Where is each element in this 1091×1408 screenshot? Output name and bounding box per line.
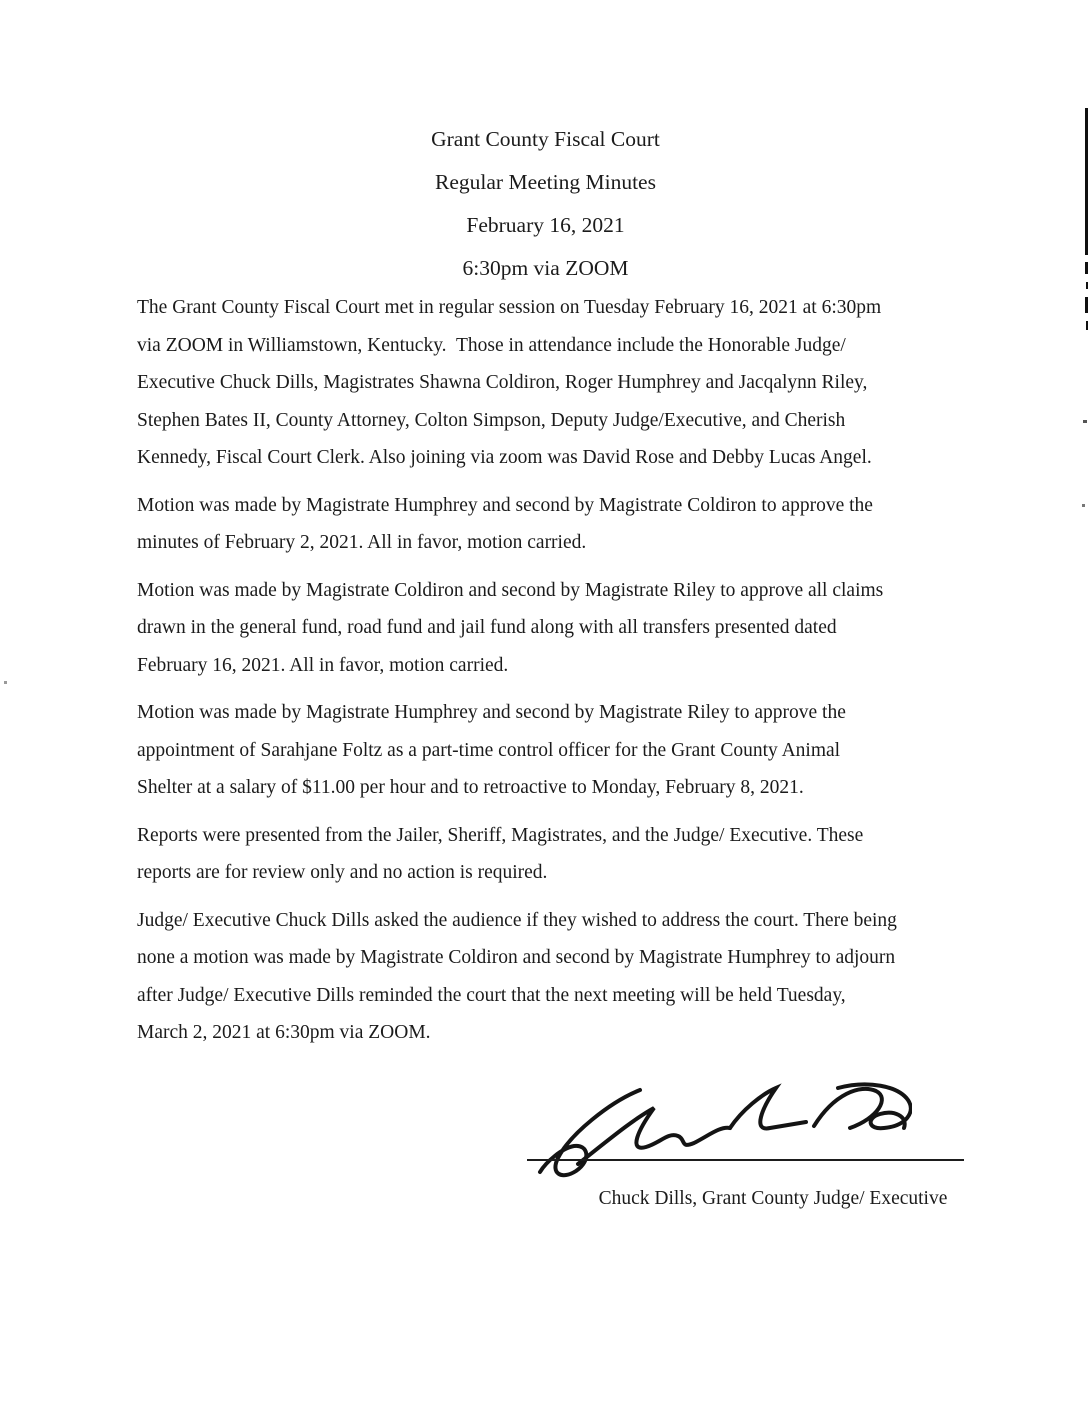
signature-caption: Chuck Dills, Grant County Judge/ Executive bbox=[598, 1188, 948, 1209]
paragraph-adjournment bbox=[137, 902, 987, 1052]
text-line: appointment of Sarahjane Foltz as a part-time control officer for the Grant County Animal bbox=[137, 739, 841, 761]
text-line: reports are for review only and no action is required. bbox=[137, 862, 548, 883]
text-line: Shelter at a salary of $11.00 per hour and to retroactive to Monday, February 8, 2021. bbox=[137, 777, 804, 798]
scan-artifact-dash bbox=[1085, 262, 1088, 274]
scan-artifact-speck bbox=[1082, 504, 1085, 507]
text-line: February 16, 2021 bbox=[466, 213, 625, 237]
text-line: after Judge/ Executive Dills reminded the court that the next meeting will be held Tuesday, bbox=[137, 984, 846, 1006]
paragraph-appointment bbox=[137, 694, 987, 807]
text-line: Reports were presented from the Jailer, Sheriff, Magistrates, and the Judge/ Executive. These bbox=[137, 824, 864, 846]
text-line: The Grant County Fiscal Court met in regular session on Tuesday February 16, 2021 at 6:30pm bbox=[137, 297, 882, 318]
text-line: none a motion was made by Magistrate Coldiron and second by Magistrate Humphrey to adjourn bbox=[137, 947, 896, 968]
paragraph-minutes-approval bbox=[137, 487, 987, 562]
scan-artifact-dash bbox=[1086, 321, 1088, 330]
text-line: Stephen Bates II, County Attorney, Colton Simpson, Deputy Judge/Executive, and Cherish bbox=[137, 409, 846, 431]
handwritten-signature bbox=[522, 1076, 912, 1178]
text-line: March 2, 2021 at 6:30pm via ZOOM. bbox=[137, 1022, 431, 1043]
text-line: 6:30pm via ZOOM bbox=[462, 256, 629, 280]
scan-artifact-dash bbox=[1086, 282, 1088, 289]
signature-line bbox=[527, 1159, 964, 1161]
text-line: via ZOOM in Williamstown, Kentucky. Those in attendance include the Honorable Judge/ bbox=[137, 334, 846, 356]
scan-artifact-speck bbox=[1083, 420, 1087, 423]
text-line: Motion was made by Magistrate Coldiron and second by Magistrate Riley to approve all claims bbox=[137, 579, 884, 601]
document-body bbox=[137, 289, 987, 1062]
text-line: drawn in the general fund, road fund and jail fund along with all transfers presented dated bbox=[137, 617, 837, 638]
paragraph-attendance bbox=[137, 289, 987, 477]
text-line: February 16, 2021. All in favor, motion carried. bbox=[137, 654, 509, 676]
paragraph-claims-approval bbox=[137, 572, 987, 685]
scan-artifact-vertical-line bbox=[1085, 108, 1088, 255]
scan-artifact-speck bbox=[4, 681, 7, 684]
text-line: minutes of February 2, 2021. All in favor, motion carried. bbox=[137, 532, 587, 553]
text-line: Executive Chuck Dills, Magistrates Shawna Coldiron, Roger Humphrey and Jacqalynn Riley, bbox=[137, 372, 868, 393]
text-line: Judge/ Executive Chuck Dills asked the audience if they wished to address the court. There being bbox=[137, 909, 897, 931]
text-line: Motion was made by Magistrate Humphrey and second by Magistrate Coldiron to approve the bbox=[137, 494, 873, 516]
scan-artifact-dash bbox=[1085, 297, 1088, 313]
text-line: Motion was made by Magistrate Humphrey and second by Magistrate Riley to approve the bbox=[137, 702, 846, 723]
text-line: Regular Meeting Minutes bbox=[435, 170, 656, 194]
document-title bbox=[0, 118, 1091, 290]
text-line: Grant County Fiscal Court bbox=[431, 127, 660, 151]
paragraph-reports bbox=[137, 817, 987, 892]
text-line: Kennedy, Fiscal Court Clerk. Also joining via zoom was David Rose and Debby Lucas Angel. bbox=[137, 447, 872, 468]
